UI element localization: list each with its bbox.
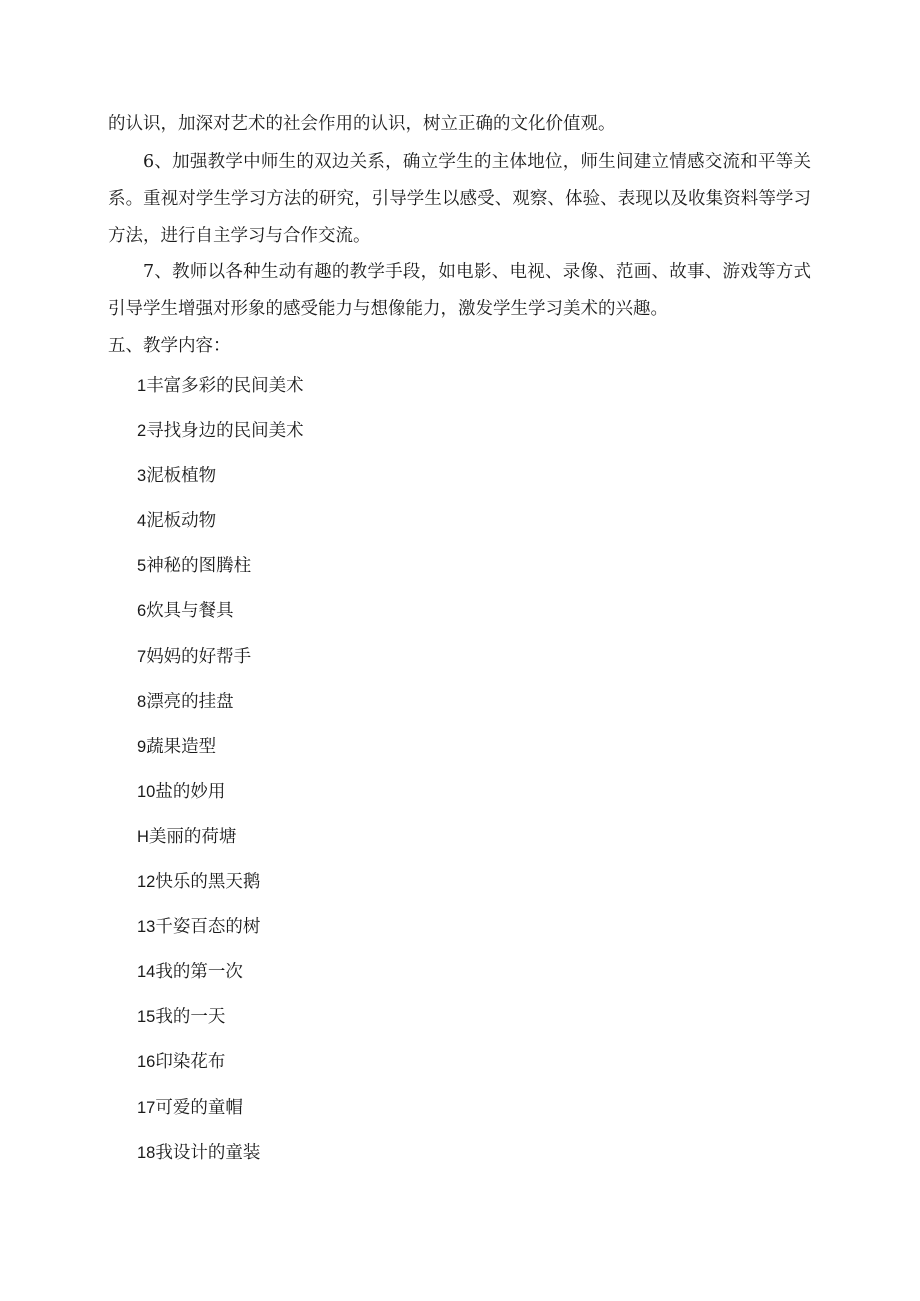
list-item bbox=[137, 684, 304, 729]
list-item bbox=[137, 999, 304, 1044]
list-item bbox=[137, 774, 304, 819]
lesson-title: 盐的妙用 bbox=[155, 781, 226, 802]
lesson-title: 快乐的黑天鹅 bbox=[155, 872, 261, 893]
lesson-number: 9 bbox=[137, 737, 147, 756]
lesson-title: 我设计的童装 bbox=[155, 1142, 261, 1163]
list-item bbox=[137, 639, 304, 684]
list-item bbox=[137, 954, 304, 999]
lesson-title: 我的第一次 bbox=[155, 962, 243, 983]
lesson-title: 千姿百态的树 bbox=[155, 917, 261, 938]
lesson-number: 6 bbox=[137, 602, 147, 621]
lesson-number: 16 bbox=[137, 1053, 156, 1072]
lesson-number: 2 bbox=[137, 422, 147, 441]
list-item bbox=[137, 593, 304, 638]
paragraph-item-6: 6、加强教学中师生的双边关系，确立学生的主体地位，师生间建立情感交流和平等关系。重视对学生学习方法的研究，引导学生以感受、观察、体验、表现以及收集资料等学习方法，进行自主学习与合作交流。 bbox=[108, 152, 811, 246]
lesson-title: 神秘的图腾柱 bbox=[146, 556, 252, 577]
list-item bbox=[137, 1135, 304, 1180]
lesson-number: 10 bbox=[137, 782, 156, 801]
lesson-number: 5 bbox=[137, 557, 147, 576]
paragraph-item-7: 7、教师以各种生动有趣的教学手段，如电影、电视、录像、范画、故事、游戏等方式引导学生增强对形象的感受能力与想像能力，激发学生学习美术的兴趣。 bbox=[108, 262, 811, 319]
lesson-title: 丰富多彩的民间美术 bbox=[146, 376, 304, 396]
lesson-number: 4 bbox=[137, 512, 147, 531]
lesson-title: 美丽的荷塘 bbox=[148, 826, 237, 847]
list-item bbox=[137, 548, 304, 593]
lesson-number: 14 bbox=[137, 963, 156, 982]
lesson-title: 泥板动物 bbox=[146, 511, 217, 532]
section-heading: 五、教学内容： bbox=[108, 336, 231, 356]
lesson-list bbox=[137, 368, 304, 1180]
lesson-title: 漂亮的挂盘 bbox=[146, 691, 234, 712]
lesson-title: 蔬果造型 bbox=[146, 736, 217, 757]
paragraph-continuation: 的认识，加深对艺术的社会作用的认识，树立正确的文化价值观。 bbox=[108, 114, 616, 134]
lesson-number: 18 bbox=[137, 1143, 156, 1162]
lesson-number: 13 bbox=[137, 918, 156, 937]
lesson-title: 妈妈的好帮手 bbox=[146, 646, 252, 667]
list-item bbox=[137, 503, 304, 548]
list-item bbox=[137, 1090, 304, 1135]
lesson-title: 寻找身边的民间美术 bbox=[146, 421, 304, 442]
lesson-title: 我的一天 bbox=[155, 1007, 226, 1028]
list-item bbox=[137, 864, 304, 909]
lesson-number: 8 bbox=[137, 692, 147, 711]
list-item bbox=[137, 458, 304, 503]
list-item bbox=[137, 909, 304, 954]
lesson-number: 15 bbox=[137, 1008, 156, 1027]
lesson-number: 7 bbox=[137, 647, 147, 666]
list-item bbox=[137, 413, 304, 458]
lesson-number: 12 bbox=[137, 873, 156, 892]
lesson-title: 炊具与餐具 bbox=[146, 601, 234, 622]
lesson-number: 1 bbox=[137, 377, 147, 395]
list-item bbox=[137, 368, 304, 413]
lesson-number: H bbox=[137, 827, 149, 846]
lesson-number: 3 bbox=[137, 467, 147, 486]
list-item bbox=[137, 819, 304, 864]
list-item bbox=[137, 1044, 304, 1089]
lesson-number: 17 bbox=[137, 1098, 156, 1117]
list-item bbox=[137, 729, 304, 774]
lesson-title: 印染花布 bbox=[155, 1052, 226, 1073]
lesson-title: 可爱的童帽 bbox=[155, 1097, 243, 1118]
lesson-title: 泥板植物 bbox=[146, 466, 217, 487]
